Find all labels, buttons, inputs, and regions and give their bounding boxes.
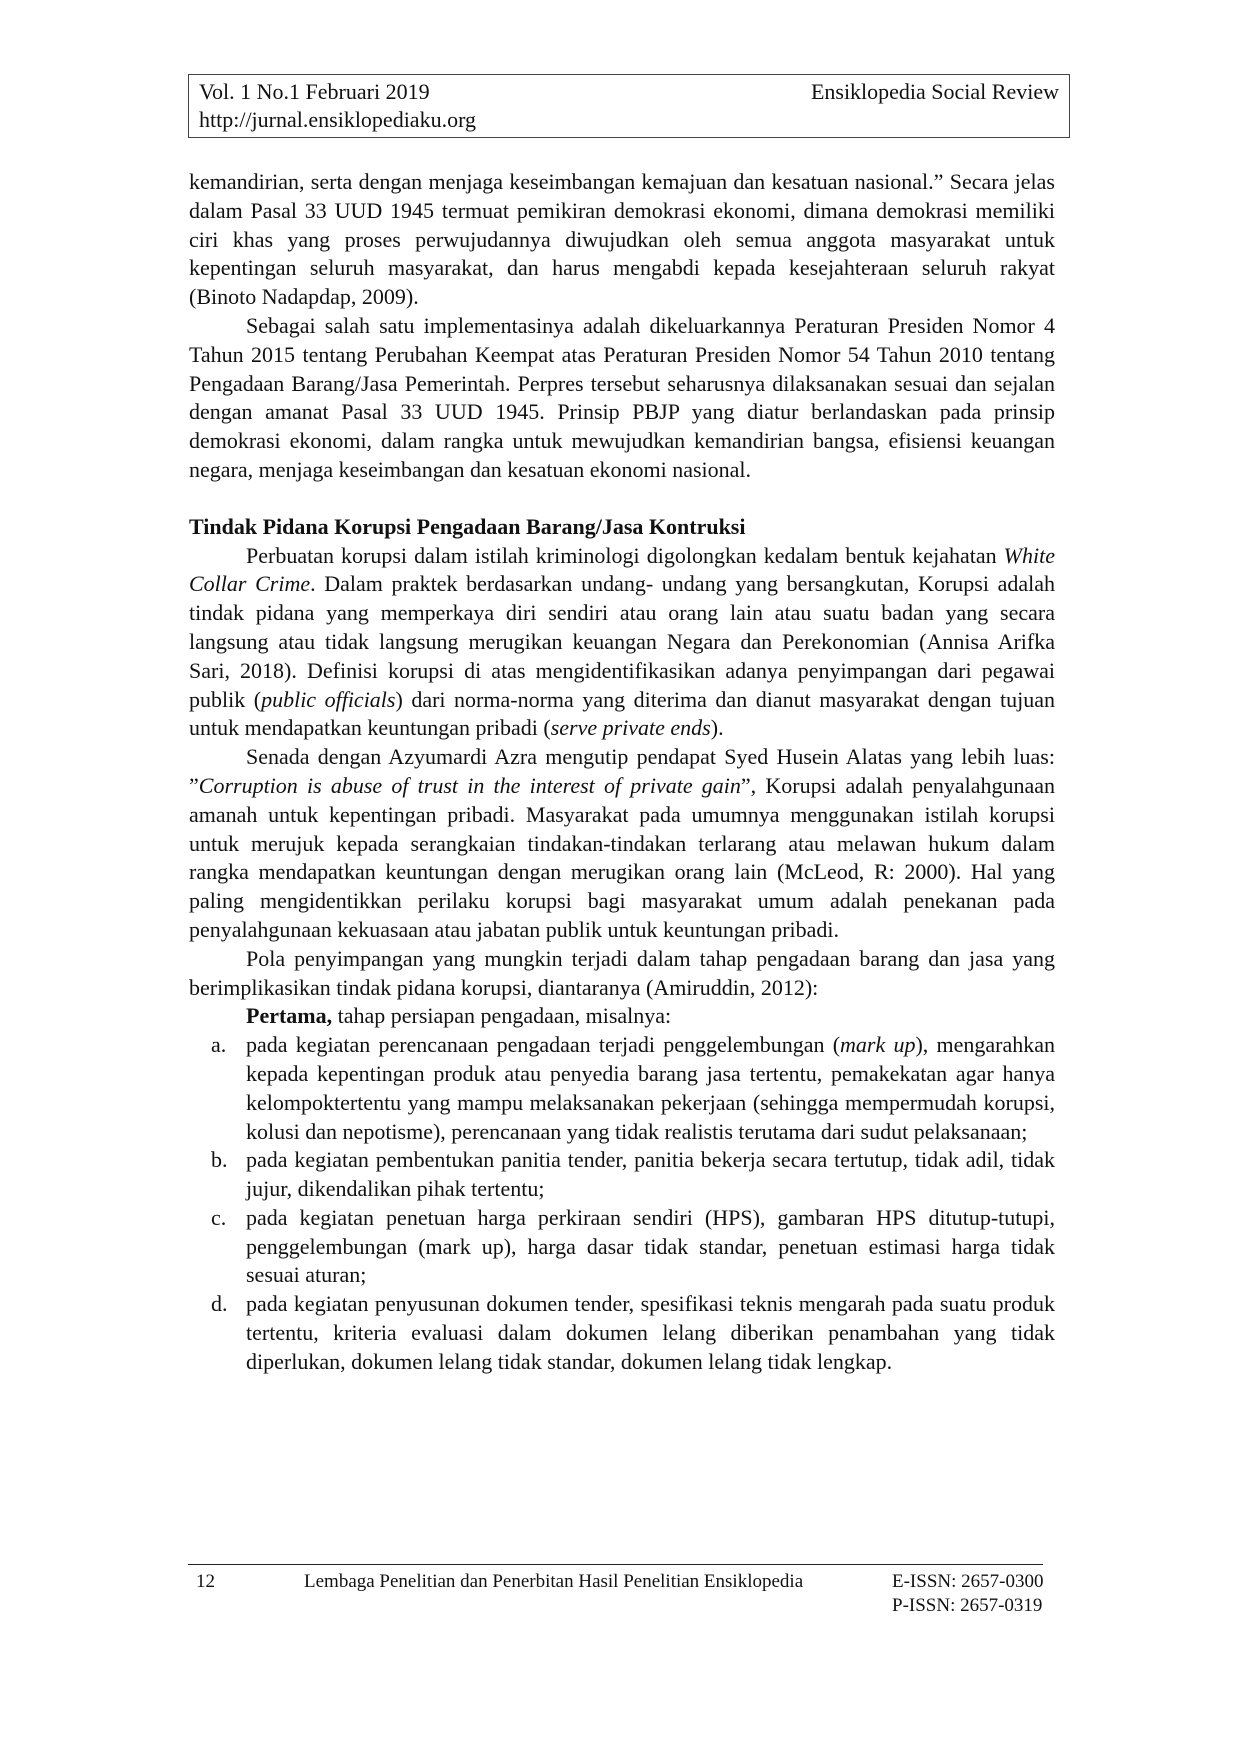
- text-run: Senada dengan Azyumardi Azra mengutip pendapat Syed Husein Alatas yang lebih luas: ”: [189, 744, 1055, 798]
- section-heading: Tindak Pidana Korupsi Pengadaan Barang/Jasa Kontruksi: [189, 513, 746, 539]
- text-run: ) dari norma-norma yang diterima dan dianut masyarakat dengan tujuan untuk mendapatkan keuntungan pribadi (: [189, 686, 1055, 741]
- page-body: [189, 168, 1055, 1377]
- list-item: [189, 1146, 1055, 1204]
- paragraph-5: Pola penyimpangan yang mungkin terjadi dalam tahap pengadaan barang dan jasa yang berimplikasikan tindak pidana korupsi, diantaranya (Amiruddin, 2012):: [189, 945, 1055, 1000]
- page-number: 12: [196, 1571, 215, 1592]
- list-text: [246, 1031, 1055, 1146]
- list-item: [189, 1290, 1055, 1376]
- text-run: tahap persiapan pengadaan, misalnya:: [332, 1003, 672, 1029]
- text-run: ”, Korupsi adalah penyalahgunaan amanah untuk kepentingan pribadi. Masyarakat pada umumnya menggunakan istilah korupsi untuk merujuk kepada serangkaian tindakan-tindakan terlarang atau melawan hukum dalam rangka mendapatkan keuntungan dengan merugikan orang lain (McLeod, R: 2000). Hal yang paling mengidentikkan perilaku korupsi bagi masyarakat umum adalah penekanan pada penyalahgunaan kekuasaan atau jabatan publik untuk keuntungan pribadi.: [189, 772, 1056, 942]
- italic-term: public officials: [261, 686, 396, 712]
- text-run: ), mengarahkan kepada kepentingan produk atau penyedia barang jasa tertentu, pemakekatan agar hanya kelompoktertentu yang mampu melaksanakan pekerjaan (sehingga mempermudah korupsi, kolusi dan nepotisme), perencanaan yang tidak realistis terutama dari sudut pelaksanaan;: [246, 1032, 1055, 1144]
- publisher-name: Lembaga Penelitian dan Penerbitan Hasil Penelitian Ensiklopedia: [304, 1571, 804, 1592]
- italic-term: mark up: [840, 1032, 916, 1058]
- italic-term: serve private ends: [550, 715, 711, 741]
- volume-info: Vol. 1 No.1 Februari 2019: [199, 79, 430, 104]
- text-run: . Dalam praktek berdasarkan undang- undang yang bersangkutan, Korupsi adalah tindak pidana yang memperkaya diri sendiri atau orang lain atau suatu badan yang secara langsung atau tidak langsung merugikan keuangan Negara dan Perekonomian (Annisa Arifka Sari, 2018). Definisi korupsi di atas mengidentifikasikan adanya penyimpangan dari pegawai publik (: [189, 571, 1055, 712]
- p-issn: P-ISSN: 2657-0319: [892, 1595, 1043, 1616]
- text-run: Perbuatan korupsi dalam istilah kriminologi digolongkan kedalam bentuk kejahatan: [246, 542, 1004, 568]
- paragraph-6: [189, 1002, 1055, 1031]
- list-item: [189, 1204, 1055, 1290]
- text-run: pada kegiatan perencanaan pengadaan terjadi penggelembungan (: [246, 1032, 841, 1058]
- issn-block: [892, 1570, 1043, 1618]
- paragraph-2: Sebagai salah satu implementasinya adalah dikeluarkannya Peraturan Presiden Nomor 4 Tahun 2015 tentang Perubahan Keempat atas Peraturan Presiden Nomor 54 Tahun 2010 tentang Pengadaan Barang/Jasa Pemerintah. Perpres tersebut seharusnya dilaksanakan sesuai dan sejalan dengan amanat Pasal 33 UUD 1945. Prinsip PBJP yang diatur berlandaskan pada prinsip demokrasi ekonomi, dalam rangka untuk mewujudkan kemandirian bangsa, efisiensi keuangan negara, menjaga keseimbangan dan kesatuan ekonomi nasional.: [189, 312, 1055, 482]
- list-marker: d.: [211, 1291, 228, 1317]
- header-row-top: [199, 78, 1059, 106]
- text-run: ).: [710, 715, 724, 741]
- journal-name: Ensiklopedia Social Review: [810, 79, 1059, 104]
- italic-quote: Corruption is abuse of trust in the interest of private gain: [198, 772, 741, 798]
- list-text: pada kegiatan pembentukan panitia tender, panitia bekerja secara tertutup, tidak adil, tidak jujur, dikendalikan pihak tertentu;: [246, 1147, 1055, 1202]
- list-marker: b.: [211, 1147, 228, 1173]
- paragraph-1: kemandirian, serta dengan menjaga keseimbangan kemajuan dan kesatuan nasional.” Secara jelas dalam Pasal 33 UUD 1945 termuat pemikiran demokrasi ekonomi, dimana demokrasi memiliki ciri khas yang proses perwujudannya diwujudkan oleh semua anggota masyarakat untuk kepentingan seluruh masyarakat, dan harus mengabdi kepada kesejahteraan seluruh rakyat (Binoto Nadapdap, 2009).: [189, 169, 1055, 310]
- stage-list: [189, 1031, 1055, 1377]
- list-text: pada kegiatan penetuan harga perkiraan sendiri (HPS), gambaran HPS ditutup-tutupi, penggelembungan (mark up), harga dasar tidak standar, penetuan estimasi harga tidak sesuai aturan;: [246, 1204, 1055, 1288]
- italic-term: White Collar Crime: [189, 542, 1055, 597]
- list-item: [189, 1031, 1055, 1146]
- bold-lead: Pertama,: [246, 1003, 333, 1029]
- footer-divider: [188, 1564, 1043, 1565]
- paragraph-4: [189, 743, 1055, 945]
- paragraph-3: [189, 542, 1055, 744]
- list-text: pada kegiatan penyusunan dokumen tender, spesifikasi teknis mengarah pada suatu produk tertentu, kriteria evaluasi dalam dokumen lelang diberikan penambahan yang tidak diperlukan, dokumen lelang tidak standar, dokumen lelang tidak lengkap.: [246, 1291, 1055, 1374]
- list-marker: c.: [211, 1204, 227, 1230]
- header-row-bottom: [199, 106, 1059, 134]
- running-header: [188, 74, 1070, 138]
- list-marker: a.: [211, 1032, 227, 1058]
- e-issn: E-ISSN: 2657-0300: [892, 1571, 1044, 1592]
- journal-url[interactable]: http://jurnal.ensiklopediaku.org: [199, 107, 476, 132]
